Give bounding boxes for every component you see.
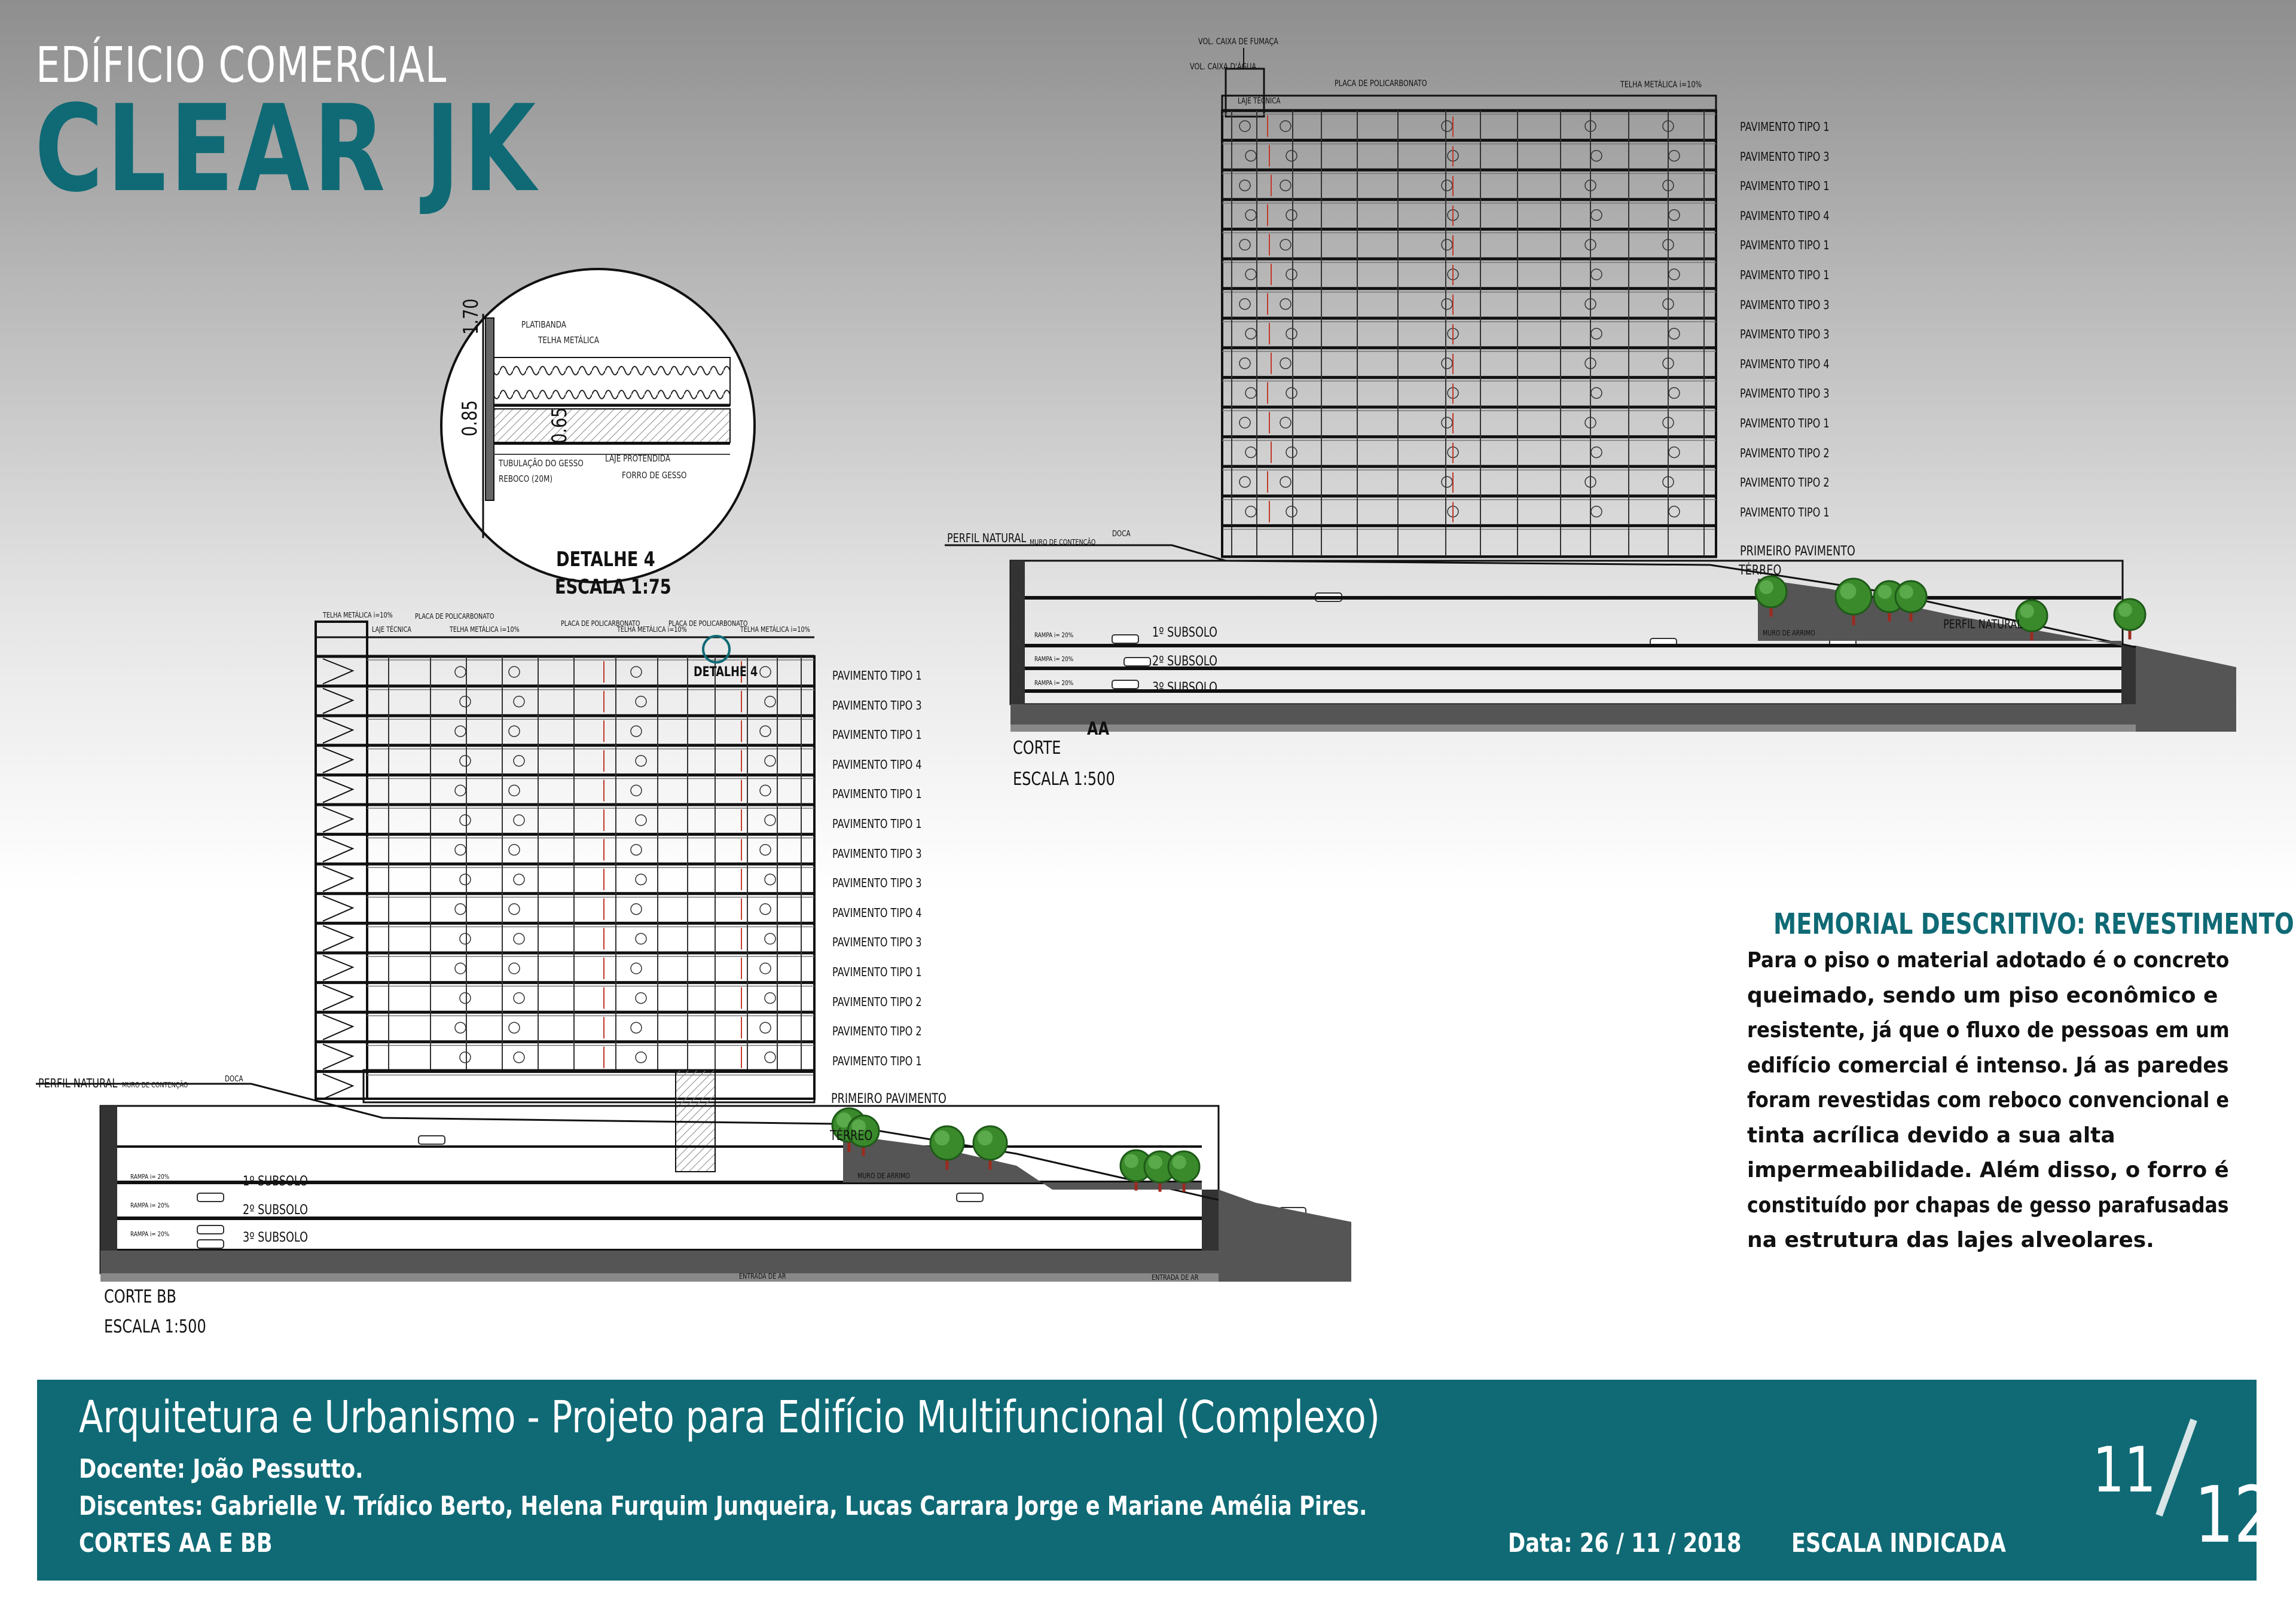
memorial-line: impermeabilidade. Além disso, o forro é <box>1747 1158 2229 1182</box>
aa-floor-label: PAVIMENTO TIPO 3 <box>1740 386 1830 401</box>
bb-floor-label: PAVIMENTO TIPO 4 <box>832 905 922 920</box>
bb-perfil-natural: PERFIL NATURAL <box>38 1076 118 1090</box>
memorial-text <box>1747 943 2229 1258</box>
bb-rampa-1: RAMPA i= 20% <box>130 1173 170 1181</box>
footer-sheet-number: 11 <box>2093 1434 2156 1506</box>
aa-floor-label: PAVIMENTO TIPO 3 <box>1740 149 1830 164</box>
bb-doca: DOCA <box>225 1075 243 1084</box>
bb-floor-label: PAVIMENTO TIPO 1 <box>832 965 922 979</box>
bb-floor-label: PAVIMENTO TIPO 1 <box>832 668 922 683</box>
aa-label-caixa: VOL. CAIXA D'ÁGUA <box>1190 62 1257 72</box>
aa-first-floor: PRIMEIRO PAVIMENTO <box>1740 544 1855 559</box>
detail-4-title: DETALHE 4 <box>556 548 655 571</box>
aa-muro: MURO DE CONTENÇÃO <box>1030 538 1096 546</box>
footer-docente: Docente: João Pessutto. <box>79 1454 364 1484</box>
footer-scale: ESCALA INDICADA <box>1791 1528 2006 1558</box>
aa-floor-label: PAVIMENTO TIPO 1 <box>1740 120 1830 134</box>
bb-title: CORTE BB <box>104 1286 176 1307</box>
aa-label-telha: TELHA METÁLICA i=10% <box>1620 80 1702 90</box>
aa-floor-label: PAVIMENTO TIPO 1 <box>1740 179 1830 194</box>
bb-basement-1: 1º SUBSOLO <box>243 1174 308 1189</box>
aa-doca: DOCA <box>1112 530 1131 539</box>
bb-ground: TÉRREO <box>830 1129 873 1144</box>
aa-floor-label: PAVIMENTO TIPO 1 <box>1740 268 1830 282</box>
bb-floor-label: PAVIMENTO TIPO 1 <box>832 787 922 802</box>
bb-label-placa-3: PLACA DE POLICARBONATO <box>668 619 748 628</box>
bb-label-laje: LAJE TÉCNICA <box>372 625 411 634</box>
bb-label-placa-1: PLACA DE POLICARBONATO <box>415 612 494 621</box>
bb-muro: MURO DE CONTENÇÃO <box>122 1081 188 1089</box>
bb-label-telha-4: TELHA METÁLICA i=10% <box>740 625 810 634</box>
bb-first-floor: PRIMEIRO PAVIMENTO <box>831 1092 947 1107</box>
aa-floor-label: PAVIMENTO TIPO 1 <box>1740 238 1830 253</box>
aa-basement-1: 1º SUBSOLO <box>1152 625 1217 640</box>
memorial-line: Para o piso o material adotado é o concreto <box>1747 948 2230 973</box>
aa-floor-label: PAVIMENTO TIPO 1 <box>1740 505 1830 519</box>
detail-label-reboco: REBOCO (20M) <box>499 473 553 484</box>
aa-floor-label: PAVIMENTO TIPO 1 <box>1740 416 1830 430</box>
sheet-divider-slash <box>2155 1419 2197 1517</box>
bb-entrada-2: ENTRADA DE AR <box>1152 1273 1199 1282</box>
footer-sheet-total: 12 <box>2194 1469 2274 1560</box>
memorial-line: resistente, já que o fluxo de pessoas em um <box>1747 1018 2230 1043</box>
building-title: CLEAR JK <box>35 80 540 219</box>
bb-floor-label: PAVIMENTO TIPO 1 <box>832 1053 922 1068</box>
aa-rampa-1: RAMPA i= 20% <box>1034 631 1074 639</box>
bb-basement-2: 2º SUBSOLO <box>243 1203 308 1218</box>
aa-floor-label: PAVIMENTO TIPO 3 <box>1740 297 1830 312</box>
bb-rampa-2: RAMPA i= 20% <box>130 1202 170 1209</box>
bb-label-telha-1: TELHA METÁLICA i=10% <box>323 611 393 619</box>
detail-marker-circle <box>703 636 729 662</box>
memorial-line: na estrutura das lajes alveolares. <box>1747 1228 2154 1252</box>
bb-detail-marker: DETALHE 4 <box>694 665 758 680</box>
detail-label-tubulacao: TUBULAÇÃO DO GESSO <box>499 458 584 469</box>
aa-floor-label: PAVIMENTO TIPO 4 <box>1740 356 1830 371</box>
bb-label-placa-2: PLACA DE POLICARBONATO <box>561 619 640 628</box>
detail-4-drawing <box>441 269 755 582</box>
aa-ground: TÉRREO <box>1739 563 1782 578</box>
detail-4-scale: ESCALA 1:75 <box>555 575 671 599</box>
aa-floor-label: PAVIMENTO TIPO 2 <box>1740 445 1830 460</box>
memorial-line: edifício comercial é intenso. Já as paredes <box>1747 1053 2229 1078</box>
footer-date: Data: 26 / 11 / 2018 <box>1508 1528 1742 1558</box>
detail-label-platibanda: PLATIBANDA <box>521 319 566 330</box>
detail-dim-2: 0.85 <box>458 400 482 436</box>
footer-bar <box>37 1380 2274 1581</box>
bb-floor-label: PAVIMENTO TIPO 4 <box>832 757 922 772</box>
detail-dim-3: 0.65 <box>548 407 572 444</box>
aa-perfil-natural-left: PERFIL NATURAL <box>947 531 1027 545</box>
aa-code: AA <box>1087 719 1110 739</box>
detail-label-telha: TELHA METÁLICA <box>538 335 599 346</box>
bb-floor-label: PAVIMENTO TIPO 3 <box>832 698 922 713</box>
bb-floor-label: PAVIMENTO TIPO 2 <box>832 994 922 1009</box>
aa-label-laje: LAJE TÉCNICA <box>1238 97 1281 106</box>
bb-entrada-1: ENTRADA DE AR <box>739 1272 786 1280</box>
aa-label-fumaca: VOL. CAIXA DE FUMAÇA <box>1198 37 1278 47</box>
bb-muro-arrimo: MURO DE ARRIMO <box>857 1172 910 1180</box>
aa-floor-label: PAVIMENTO TIPO 4 <box>1740 208 1830 223</box>
memorial-line: constituído por chapas de gesso parafusadas <box>1747 1193 2229 1218</box>
bb-scale: ESCALA 1:500 <box>104 1316 206 1337</box>
aa-label-placa: PLACA DE POLICARBONATO <box>1335 79 1427 88</box>
bb-label-telha-3: TELHA METÁLICA i=10% <box>617 625 687 634</box>
bb-floor-label: PAVIMENTO TIPO 1 <box>832 817 922 831</box>
bb-floor-label: PAVIMENTO TIPO 3 <box>832 935 922 950</box>
aa-perfil-natural-right: PERFIL NATURAL <box>1943 617 2023 631</box>
bb-floor-label: PAVIMENTO TIPO 3 <box>832 876 922 891</box>
building-subtitle: EDÍFICIO COMERCIAL <box>36 37 447 94</box>
detail-label-laje: LAJE PROTENDIDA <box>605 453 671 464</box>
aa-muro-arrimo: MURO DE ARRIMO <box>1763 629 1815 637</box>
memorial-line: queimado, sendo um piso econômico e <box>1747 983 2218 1008</box>
bb-floor-label: PAVIMENTO TIPO 1 <box>832 728 922 742</box>
aa-scale: ESCALA 1:500 <box>1013 769 1115 790</box>
section-aa-drawing <box>945 48 2236 732</box>
aa-rampa-2: RAMPA i= 20% <box>1034 655 1074 663</box>
footer-sheet-title: CORTES AA E BB <box>79 1528 273 1558</box>
aa-rampa-3: RAMPA i= 20% <box>1034 679 1074 687</box>
detail-label-forro: FORRO DE GESSO <box>622 470 687 481</box>
memorial-line: foram revestidas com reboco convencional e <box>1747 1088 2230 1112</box>
aa-floor-label: PAVIMENTO TIPO 2 <box>1740 475 1830 490</box>
aa-title: CORTE <box>1013 738 1061 759</box>
memorial-line: tinta acrílica devido a sua alta <box>1747 1123 2115 1148</box>
footer-discentes: Discentes: Gabrielle V. Trídico Berto, Helena Furquim Junqueira, Lucas Carrara Jorge e Mariane Amélia Pires. <box>79 1491 1367 1521</box>
memorial-title: MEMORIAL DESCRITIVO: REVESTIMENTO <box>1773 907 2294 941</box>
bb-basement-3: 3º SUBSOLO <box>243 1230 308 1245</box>
footer-course: Arquitetura e Urbanismo - Projeto para Edifício Multifuncional (Complexo) <box>79 1392 1380 1443</box>
aa-basement-3: 3º SUBSOLO <box>1152 680 1217 695</box>
aa-basement-2: 2º SUBSOLO <box>1152 654 1217 669</box>
bb-floor-label: PAVIMENTO TIPO 3 <box>832 846 922 861</box>
bb-rampa-3: RAMPA i= 20% <box>130 1230 170 1238</box>
aa-floor-label: PAVIMENTO TIPO 3 <box>1740 327 1830 342</box>
bb-label-telha-2: TELHA METÁLICA i=10% <box>450 625 520 634</box>
bb-floor-label: PAVIMENTO TIPO 2 <box>832 1024 922 1039</box>
detail-dim-1: 1.70 <box>459 298 483 335</box>
